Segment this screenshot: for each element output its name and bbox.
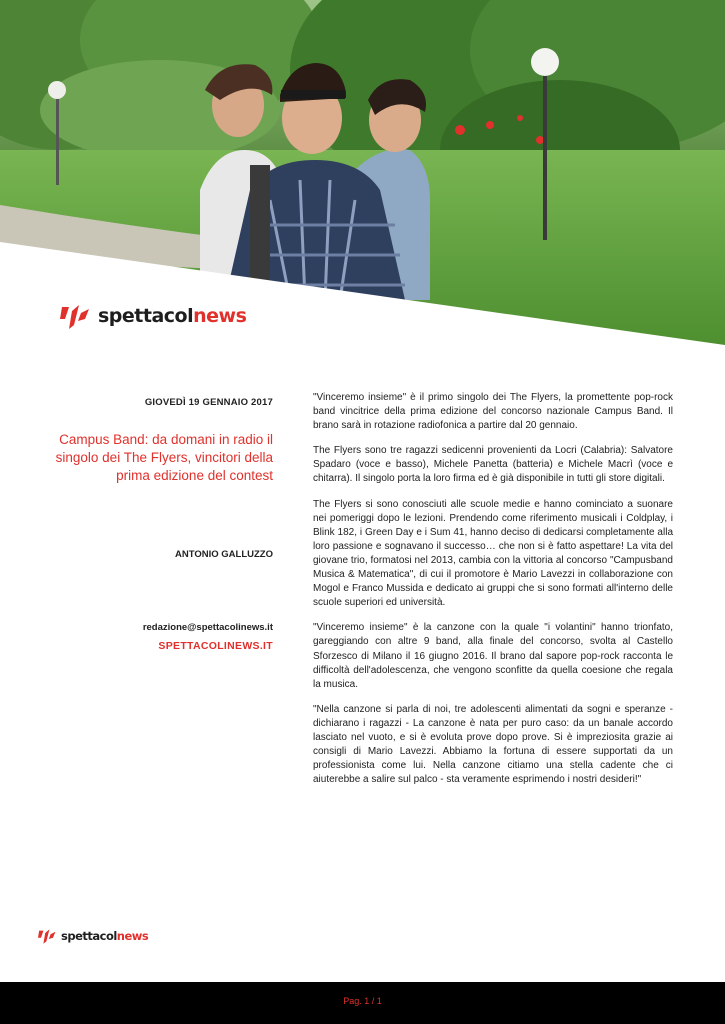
article-date: GIOVEDÌ 19 GENNAIO 2017 (144, 397, 273, 408)
article-paragraph: "Vinceremo insieme" è il primo singolo dei The Flyers, la promettente pop-rock band vincitrice della prima edizione del concorso nazionale Campus Band. Il brano sarà in rotazione radiofonica a partire dal 20 gennaio. (313, 392, 673, 432)
article-headline: Campus Band: da domani in radio il singolo dei The Flyers, vincitori della prima edizione del contest (55, 432, 273, 483)
footer-brand-name-part1: spettacol (61, 929, 117, 943)
brand-name-part2: news (193, 305, 247, 327)
article-body (313, 391, 673, 798)
hero-photo (0, 0, 725, 345)
article-paragraph: "Vinceremo insieme" è la canzone con la quale "i volantini" hanno trionfato, gareggiando con altre 9 band, alla finale del concorso, svolta al Castello Sforzesco di Milano il 16 giugno 2016. Il brano dal sapore pop-rock racconta le difficoltà dell'adolescenza, che vengono sconfitte da quella coesione che regala la musica. (313, 622, 673, 690)
band-photo-icon (0, 0, 725, 345)
footer-brand-name-part2: news (116, 929, 149, 943)
article-paragraph: "Nella canzone si parla di noi, tre adolescenti alimentati da sogni e speranze - dichiarano i ragazzi - La canzone è nata per puro caso: da un banale accordo lasciato nel vuoto, e si è evoluta prove dopo prove. Si è impreziosita grazie ai consigli di Mario Lavezzi. Abbiamo la fortuna di essere supportati da un professionista come lui. Nella canzone citiamo una stella cadente che ci aiuterebbe a salire sul palco - sta veramente esprimendo i nostri desideri!" (313, 703, 673, 786)
site-link[interactable]: SPETTACOLINEWS.IT (158, 640, 273, 652)
footer-brand-logo (38, 928, 148, 944)
contact-email[interactable]: redazione@spettacolinews.it (142, 622, 273, 633)
brand-logo (60, 303, 246, 329)
page-number: Pag. 1 / 1 (343, 996, 382, 1006)
slash-mark-icon (38, 928, 56, 944)
slash-mark-icon (60, 303, 90, 329)
article-paragraph: The Flyers si sono conosciuti alle scuole medie e hanno cominciato a suonare nei pomeriggi dopo le lezioni. Prendendo come riferimento musicali i Coldplay, i Blink 182, i Green Day e i Sum 41, hanno deciso di dedicarsi completamente alla loro passione e sognavano il successo… che non si è fatto aspettare! La vita del giovane trio, formatosi nel 2013, cambia con la vittoria al concorso "Campusband Musica & Matematica", di cui il promotore è Mario Lavezzi in collaborazione con Mogol e Franco Mussida e dedicato ai gruppi che si sono formati all'interno delle scuole superiori ed università. (313, 498, 673, 609)
brand-name-part1: spettacol (98, 305, 194, 327)
footer-bar (0, 982, 725, 1024)
article-paragraph: The Flyers sono tre ragazzi sedicenni provenienti da Locri (Calabria): Salvatore Spadaro (voce e basso), Michele Panetta (batteria) e Michele Macrì (voce e chitarra). Il singolo porta la loro firma ed è già disponibile in tutti gli store digitali. (313, 445, 673, 485)
footer-brand-name (61, 929, 148, 943)
article-author: ANTONIO GALLUZZO (175, 549, 273, 560)
brand-name (98, 305, 246, 327)
